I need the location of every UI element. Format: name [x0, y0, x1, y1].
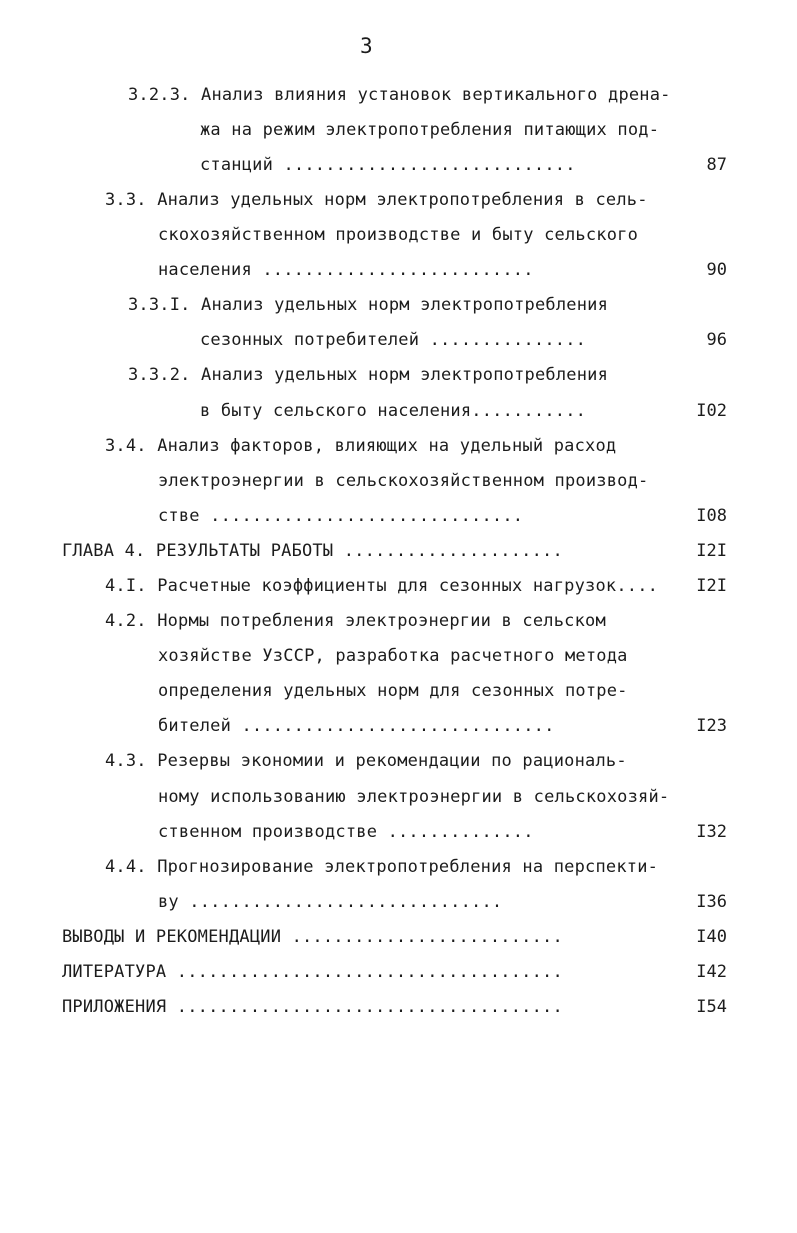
toc-entry-3-3-2-page: I02: [696, 401, 727, 421]
toc-entry-4-2-page: I23: [696, 716, 727, 736]
toc-entry-4-3-line2: ному использованию электроэнергии в сельскохозяй-: [158, 787, 670, 807]
toc-entry-3-2-3-line1: [128, 84, 671, 106]
toc-entry-3-3-1-number: 3.3.I.: [128, 295, 191, 315]
toc-entry-4-3-line3: ственном производстве ..............: [158, 822, 534, 842]
toc-entry-3-2-3-page: 87: [706, 155, 727, 175]
toc-entry-3-3-2-line2: в быту сельского населения...........: [200, 401, 587, 421]
toc-entry-4-2-title: Нормы потребления электроэнергии в сельском: [157, 611, 606, 631]
toc-conclusions: ВЫВОДЫ И РЕКОМЕНДАЦИИ ..........................: [62, 927, 563, 947]
toc-entry-4-2-number: 4.2.: [105, 611, 147, 631]
toc-entry-4-3-page: I32: [696, 822, 727, 842]
toc-entry-3-2-3-number: 3.2.3.: [128, 85, 191, 105]
toc-entry-3-3-title: Анализ удельных норм электропотребления в сель-: [157, 190, 648, 210]
toc-literature: ЛИТЕРАТУРА .....................................: [62, 962, 563, 982]
toc-entry-4-3-title: Резервы экономии и рекомендации по рациональ-: [157, 751, 627, 771]
toc-entry-3-3-number: 3.3.: [105, 190, 147, 210]
toc-entry-3-2-3-title: Анализ влияния установок вертикального дрена-: [201, 85, 671, 105]
toc-entry-4-4-page: I36: [696, 892, 727, 912]
toc-entry-3-2-3-line2: жа на режим электропотребления питающих под-: [200, 120, 660, 140]
toc-appendices-page: I54: [696, 997, 727, 1017]
toc-entry-3-2-3-line3: станций ............................: [200, 155, 576, 175]
toc-entry-4-1-title: Расчетные коэффициенты для сезонных нагрузок....: [157, 576, 659, 596]
toc-conclusions-page: I40: [696, 927, 727, 947]
toc-entry-4-4-line2: ву ..............................: [158, 892, 503, 912]
toc-chapter-4-page: I2I: [696, 541, 727, 561]
toc-entry-4-1-page: I2I: [696, 576, 727, 596]
toc-entry-3-4-number: 3.4.: [105, 436, 147, 456]
toc-entry-3-3-page: 90: [706, 260, 727, 280]
toc-entry-3-3-line1: [105, 189, 648, 211]
toc-entry-3-3-2-title: Анализ удельных норм электропотребления: [201, 365, 609, 385]
toc-entry-4-1-number: 4.I.: [105, 576, 147, 596]
toc-entry-3-3-1-line2: сезонных потребителей ...............: [200, 330, 587, 350]
toc-entry-3-3-line3: населения ..........................: [158, 260, 534, 280]
toc-entry-4-2-line3: определения удельных норм для сезонных потре-: [158, 681, 628, 701]
toc-literature-page: I42: [696, 962, 727, 982]
toc-entry-4-3-line1: [105, 750, 627, 772]
page-number: 3: [360, 34, 373, 58]
toc-entry-3-4-line3: стве ..............................: [158, 506, 524, 526]
toc-entry-3-3-2-number: 3.3.2.: [128, 365, 191, 385]
toc-entry-3-4-page: I08: [696, 506, 727, 526]
toc-appendices: ПРИЛОЖЕНИЯ .....................................: [62, 997, 563, 1017]
toc-entry-3-3-1-page: 96: [706, 330, 727, 350]
toc-entry-4-3-number: 4.3.: [105, 751, 147, 771]
toc-entry-4-4-title: Прогнозирование электропотребления на перспекти-: [157, 857, 659, 877]
toc-entry-4-2-line4: бителей ..............................: [158, 716, 555, 736]
toc-entry-3-4-line1: [105, 435, 616, 457]
toc-entry-4-1-line1: [105, 575, 658, 597]
toc-entry-3-3-2-line1: [128, 364, 608, 386]
toc-entry-4-2-line2: хозяйстве УзССР, разработка расчетного метода: [158, 646, 628, 666]
toc-entry-3-4-title: Анализ факторов, влияющих на удельный расход: [157, 436, 617, 456]
toc-entry-4-4-line1: [105, 856, 658, 878]
toc-entry-4-4-number: 4.4.: [105, 857, 147, 877]
toc-entry-4-2-line1: [105, 610, 606, 632]
toc-entry-3-3-line2: скохозяйственном производстве и быту сельского: [158, 225, 639, 245]
toc-entry-3-3-1-line1: [128, 294, 608, 316]
toc-entry-3-4-line2: электроэнергии в сельскохозяйственном производ-: [158, 471, 649, 491]
toc-chapter-4: ГЛАВА 4. РЕЗУЛЬТАТЫ РАБОТЫ .....................: [62, 541, 563, 561]
toc-entry-3-3-1-title: Анализ удельных норм электропотребления: [201, 295, 609, 315]
